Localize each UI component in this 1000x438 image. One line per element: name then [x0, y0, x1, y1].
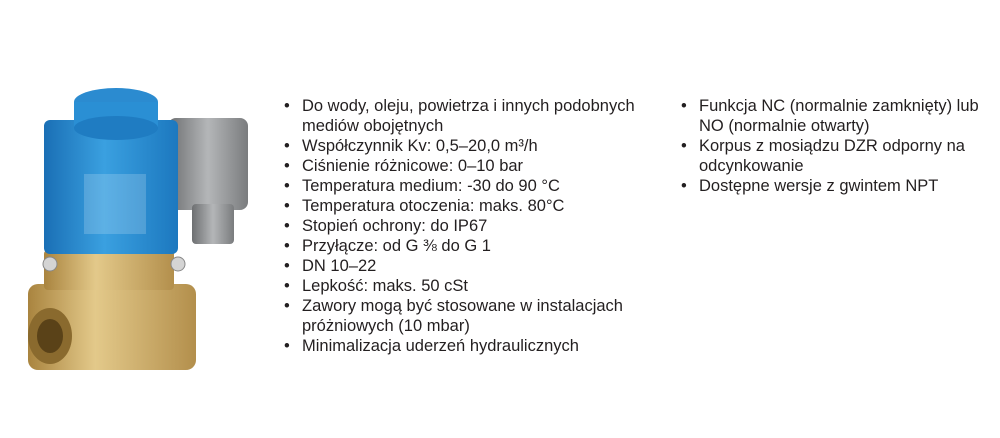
- feature-item: • Funkcja NC (normalnie zamknięty) lub NO (normalnie otwarty): [681, 96, 991, 136]
- feature-item: • Ciśnienie różnicowe: 0–10 bar: [284, 156, 664, 176]
- feature-item: • DN 10–22: [284, 256, 664, 276]
- feature-item: • Korpus z mosiądzu DZR odporny na odcynkowanie: [681, 136, 991, 176]
- feature-item: • Temperatura medium: -30 do 90 °C: [284, 176, 664, 196]
- feature-item: • Lepkość: maks. 50 cSt: [284, 276, 664, 296]
- solenoid-valve-image: [0, 74, 262, 394]
- feature-list-left: [284, 96, 664, 356]
- feature-list-right: [681, 96, 991, 196]
- feature-item: • Przyłącze: od G ⅜ do G 1: [284, 236, 664, 256]
- feature-item: • Do wody, oleju, powietrza i innych podobnych mediów obojętnych: [284, 96, 664, 136]
- feature-item: • Dostępne wersje z gwintem NPT: [681, 176, 991, 196]
- feature-item: • Temperatura otoczenia: maks. 80°C: [284, 196, 664, 216]
- feature-item: • Stopień ochrony: do IP67: [284, 216, 664, 236]
- feature-item: • Zawory mogą być stosowane w instalacjach próżniowych (10 mbar): [284, 296, 664, 336]
- feature-item: • Minimalizacja uderzeń hydraulicznych: [284, 336, 664, 356]
- feature-item: • Współczynnik Kv: 0,5–20,0 m³/h: [284, 136, 664, 156]
